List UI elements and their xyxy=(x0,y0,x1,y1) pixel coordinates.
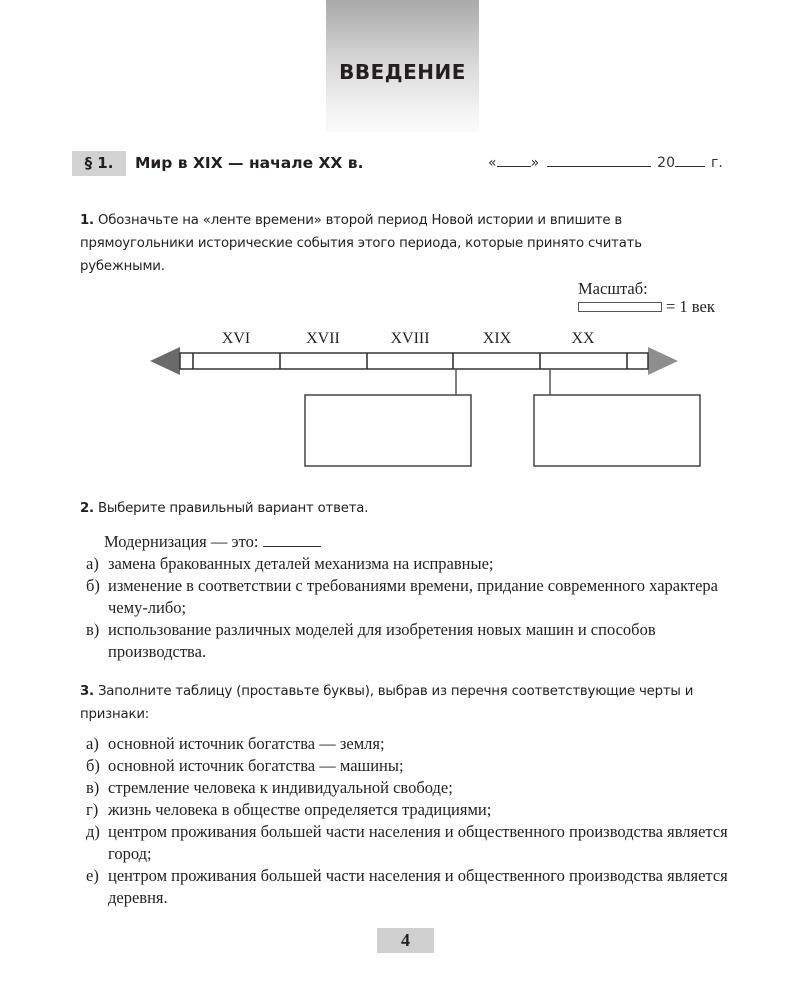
trait-text: стремление человека к индивидуальной свободе; xyxy=(108,778,453,797)
trait-marker: г) xyxy=(86,800,99,819)
task-1-number: 1. xyxy=(80,213,94,228)
scale-legend xyxy=(578,296,715,318)
trait-marker: а) xyxy=(86,734,99,753)
task-2-prompt-row xyxy=(104,531,734,553)
trait-item xyxy=(86,777,734,799)
trait-marker: в) xyxy=(86,778,100,797)
task-2-number: 2. xyxy=(80,501,94,516)
task-2-body xyxy=(86,531,734,663)
option-marker: а) xyxy=(86,554,99,573)
right-arrow-icon xyxy=(648,347,678,375)
trait-text: жизнь человека в обществе определяется традициями; xyxy=(108,800,492,819)
answer-box-2[interactable] xyxy=(534,395,700,466)
task-3-instructions: Заполните таблицу (проставьте буквы), выбрав из перечня соответствующие черты и признаки: xyxy=(80,684,694,722)
timeline-bar xyxy=(180,353,648,369)
answer-box-1[interactable] xyxy=(305,395,471,466)
task-3-list xyxy=(86,733,734,909)
trait-text: центром проживания большей части населения и общественного производства является город; xyxy=(108,822,728,863)
timeline-diagram xyxy=(0,320,786,480)
task-2-instructions: Выберите правильный вариант ответа. xyxy=(97,501,369,516)
option-item xyxy=(86,575,734,619)
trait-item xyxy=(86,821,734,865)
trait-marker: д) xyxy=(86,822,100,841)
task-3-number: 3. xyxy=(80,684,94,699)
option-marker: в) xyxy=(86,620,100,639)
trait-item xyxy=(86,865,734,909)
option-item xyxy=(86,553,734,575)
trait-text: центром проживания большей части населения и общественного производства является деревня. xyxy=(108,866,728,907)
option-marker: б) xyxy=(86,576,100,595)
day-blank[interactable] xyxy=(497,152,531,167)
task-1-instructions: Обозначьте на «ленте времени» второй период Новой истории и впишите в прямоугольники исторические события этого периода, которые принято считать рубежными. xyxy=(80,213,642,274)
century-label: XIX xyxy=(482,330,512,347)
date-open-quote: « xyxy=(488,155,497,171)
month-blank[interactable] xyxy=(547,152,651,167)
trait-item xyxy=(86,733,734,755)
option-item xyxy=(86,619,734,663)
century-label: XVII xyxy=(306,330,340,347)
option-text: использование различных моделей для изобретения новых машин и способов производства. xyxy=(108,620,656,661)
year-suffix: г. xyxy=(710,155,723,171)
scale-unit-box xyxy=(578,302,662,312)
century-label: XVI xyxy=(221,330,251,347)
date-close-quote: » xyxy=(530,155,540,171)
paragraph-number-badge: § 1. xyxy=(72,151,126,176)
task-2-text xyxy=(80,497,730,520)
date-fill-line xyxy=(488,151,723,176)
trait-marker: е) xyxy=(86,866,99,885)
task-3-text xyxy=(80,680,730,726)
option-text: изменение в соответствии с требованиями времени, придание современного характера чему-либо; xyxy=(108,576,718,617)
trait-item xyxy=(86,799,734,821)
century-label: XX xyxy=(571,330,595,347)
task-2-prompt: Модернизация — это: xyxy=(104,532,259,551)
year-blank[interactable] xyxy=(675,152,705,167)
left-arrow-icon xyxy=(150,347,180,375)
trait-marker: б) xyxy=(86,756,100,775)
paragraph-title: Мир в XIX — начале XX в. xyxy=(135,154,364,172)
century-label: XVIII xyxy=(390,330,430,347)
scale-label: Масштаб: xyxy=(578,279,648,298)
trait-text: основной источник богатства — машины; xyxy=(108,756,404,775)
scale-unit-text: = 1 век xyxy=(666,297,715,316)
task-1-text xyxy=(80,209,730,278)
option-text: замена бракованных деталей механизма на исправные; xyxy=(108,554,494,573)
page-number: 4 xyxy=(377,928,434,953)
year-prefix: 20 xyxy=(657,155,675,171)
trait-text: основной источник богатства — земля; xyxy=(108,734,385,753)
trait-item xyxy=(86,755,734,777)
chapter-title: ВВЕДЕНИЕ xyxy=(339,60,466,84)
answer-blank[interactable] xyxy=(263,534,321,547)
